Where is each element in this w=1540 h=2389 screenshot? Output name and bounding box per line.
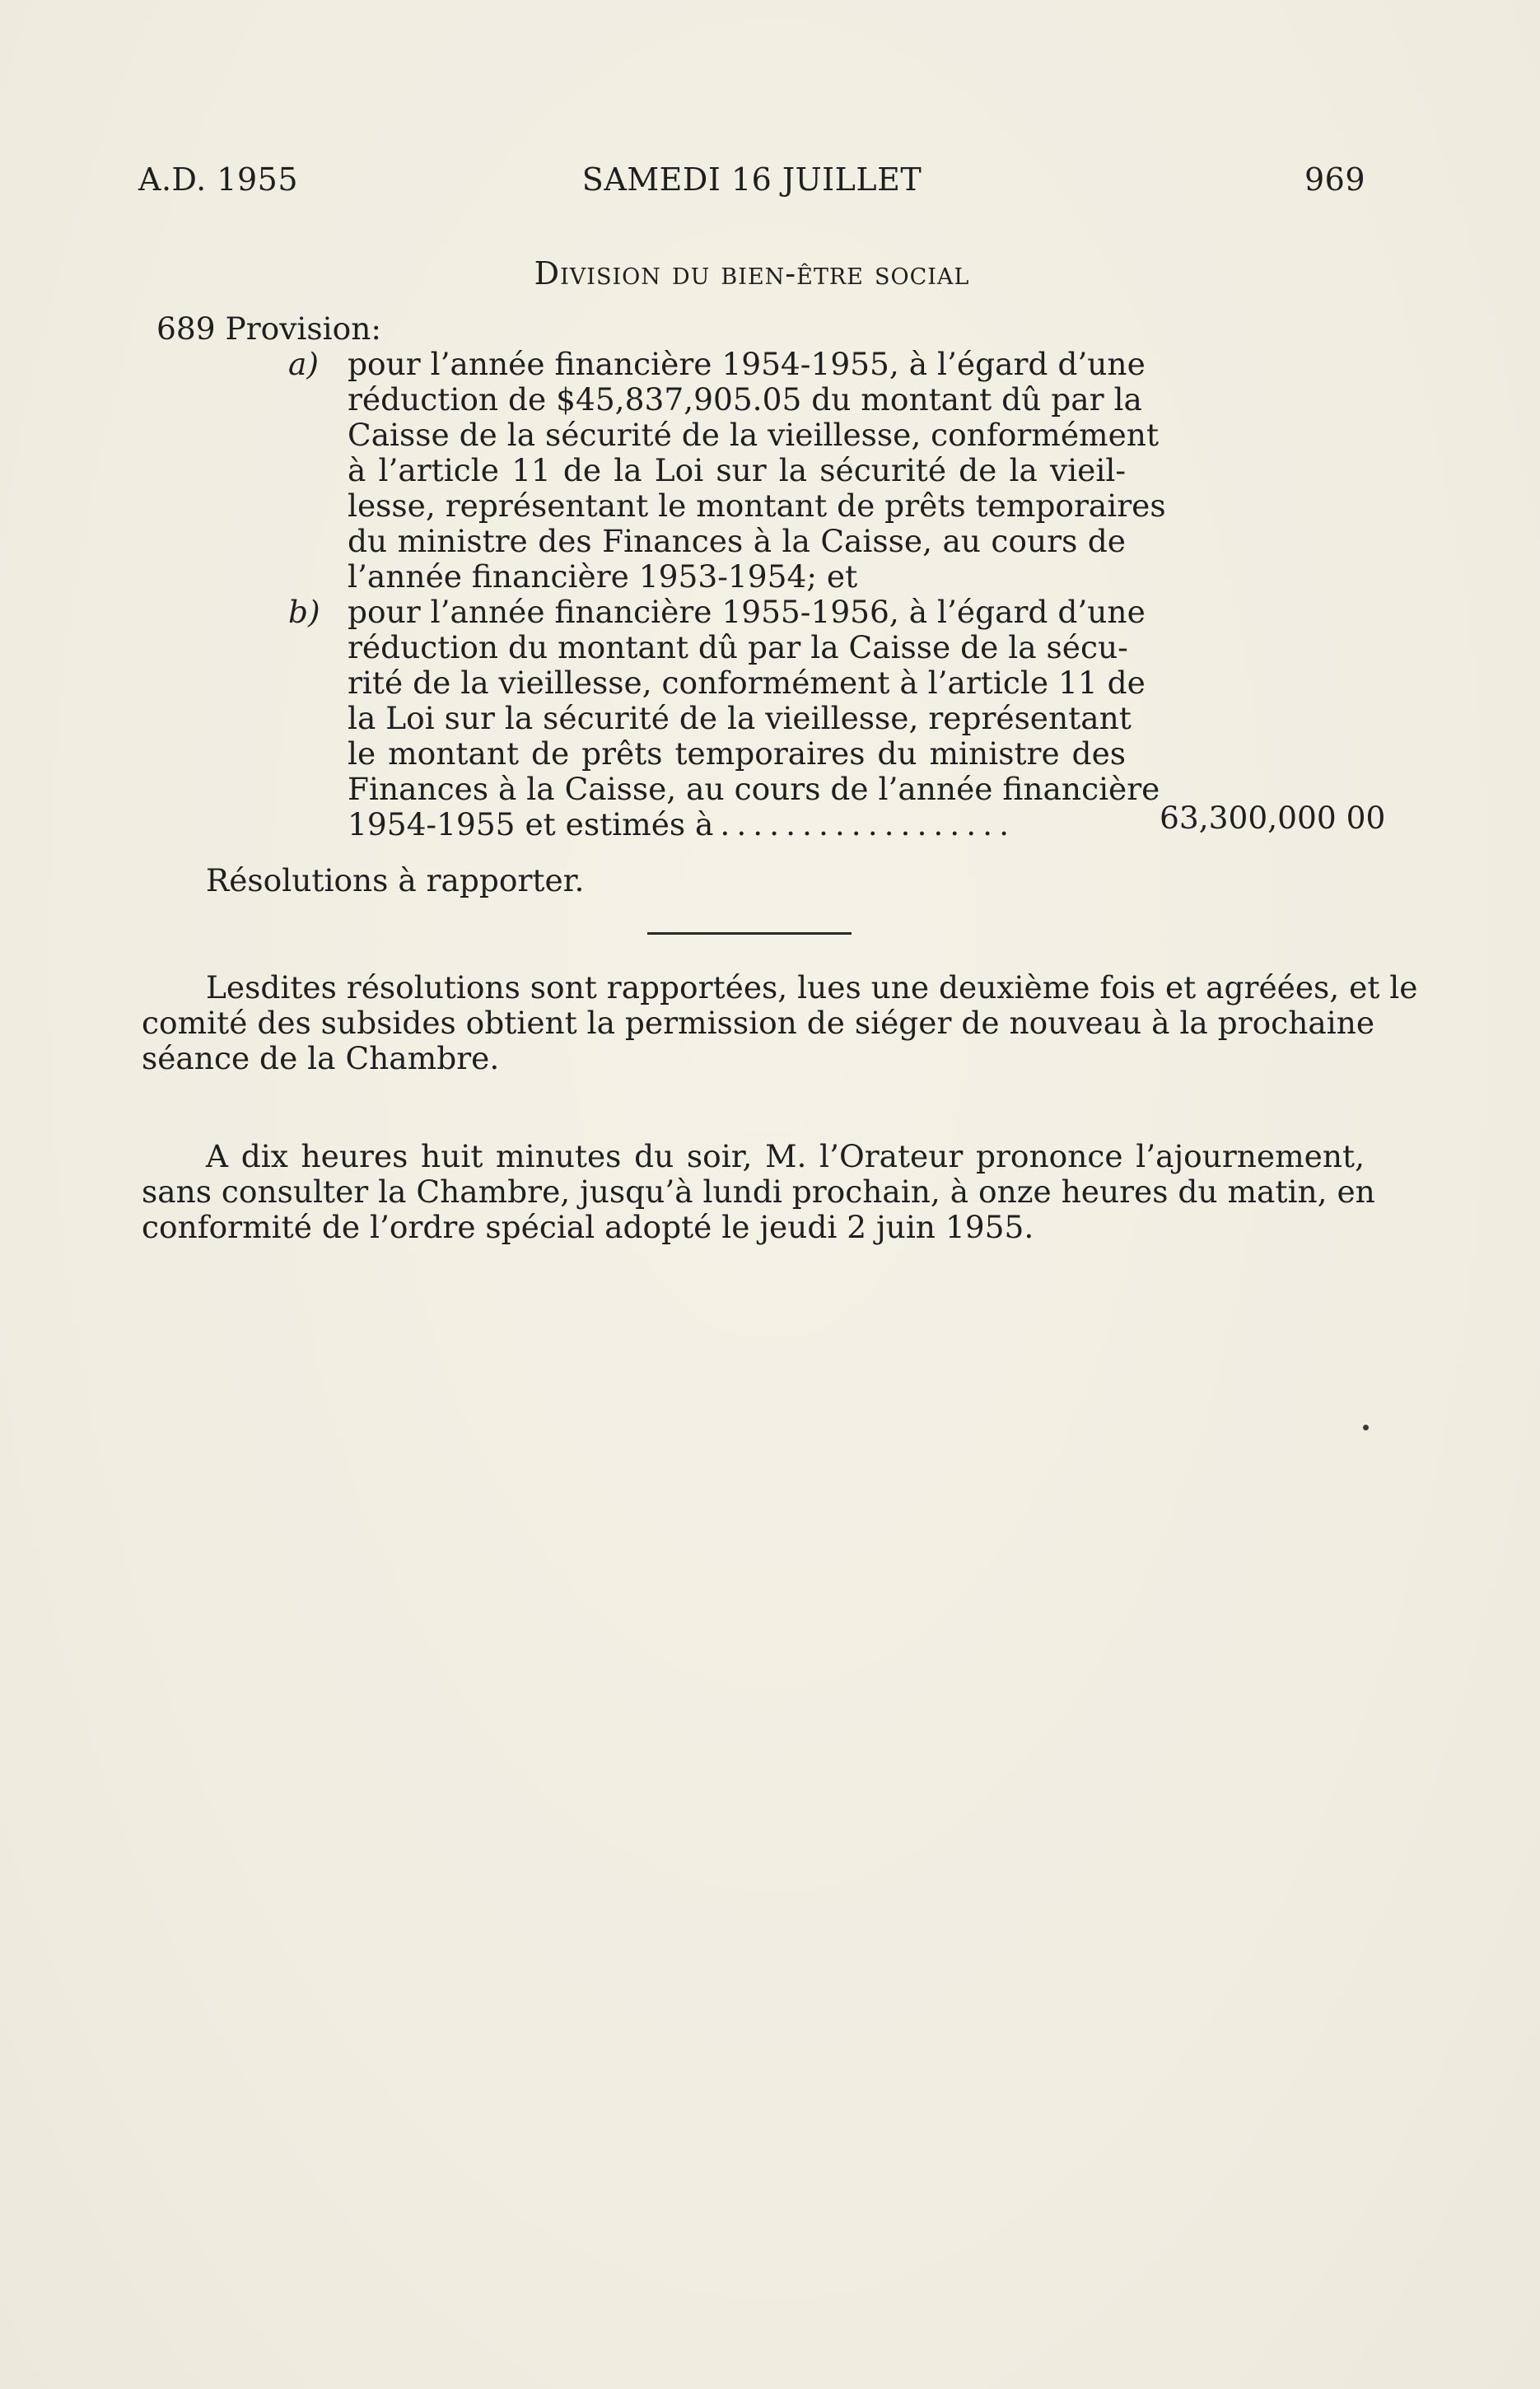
subitem-b-label — [288, 595, 320, 630]
paragraph-line: A dix heures huit minutes du soir, M. l’Orateur prononce l’ajournement, — [206, 1138, 1365, 1174]
paragraph-line: conformité de l’ordre spécial adopté le jeudi 2 juin 1955. — [142, 1209, 1034, 1245]
subitem-a-line: réduction de $45,837,905.05 du montant dû par la — [348, 381, 1142, 418]
header-year: A.D. 1955 — [138, 161, 298, 198]
subitem-a-line: du ministre des Finances à la Caisse, au cours de — [348, 523, 1126, 559]
page-number: 969 — [1304, 161, 1365, 198]
subitem-b-line: pour l’année financière 1955-1956, à l’égard d’une — [348, 594, 1146, 630]
divider-rule — [647, 932, 852, 935]
item-heading: 689 Provision: — [156, 310, 382, 347]
subitem-a-line: pour l’année financière 1954-1955, à l’égard d’une — [348, 346, 1146, 382]
resolutions-line: Résolutions à rapporter. — [206, 862, 585, 898]
subitem-a-line: Caisse de la sécurité de la vieillesse, conformément — [348, 417, 1160, 453]
subitem-b-line: 1954-1955 et estimés à — [348, 806, 714, 842]
paragraph-report — [142, 969, 1418, 1076]
subitem-b-last-line — [348, 807, 1126, 842]
subitem-b-line: le montant de prêts temporaires du ministre des — [348, 735, 1126, 772]
subitem-a-line: l’année financière 1953-1954; et — [348, 558, 858, 595]
ink-speck — [1363, 1425, 1369, 1430]
subitem-b-line: la Loi sur la sécurité de la vieillesse, représentant — [348, 700, 1132, 736]
subitem-b-line: rité de la vieillesse, conformément à l’article 11 de — [348, 665, 1146, 701]
subitem-b-line: Finances à la Caisse, au cours de l’année financière — [348, 771, 1160, 807]
running-head — [138, 161, 1365, 203]
subitem-b-letter: b) — [288, 594, 320, 630]
subitem-b-text — [348, 594, 1160, 842]
dot-leader: .................. — [720, 807, 1015, 842]
subitem-a-text — [348, 346, 1166, 595]
paragraph-adjournment — [142, 1138, 1375, 1245]
paragraph-line: séance de la Chambre. — [142, 1040, 500, 1076]
section-title: Division du bien-être social — [534, 255, 970, 292]
paragraph-line: sans consulter la Chambre, jusqu’à lundi prochain, à onze heures du matin, en — [142, 1174, 1375, 1210]
subitem-a-label — [288, 347, 319, 382]
header-date: SAMEDI 16 JUILLET — [581, 161, 922, 198]
subitem-a-line: lesse, représentant le montant de prêts temporaires — [348, 488, 1166, 524]
subitem-a-letter: a) — [288, 346, 319, 382]
subitem-b-line: réduction du montant dû par la Caisse de la sécu- — [348, 629, 1128, 665]
paragraph-line: comité des subsides obtient la permission de siéger de nouveau à la prochaine — [142, 1005, 1375, 1041]
subitem-a-line: à l’article 11 de la Loi sur la sécurité de la vieil- — [348, 452, 1126, 488]
paragraph-line: Lesdites résolutions sont rapportées, lues une deuxième fois et agréées, et le — [206, 969, 1418, 1006]
amount: 63,300,000 00 — [1160, 800, 1386, 836]
